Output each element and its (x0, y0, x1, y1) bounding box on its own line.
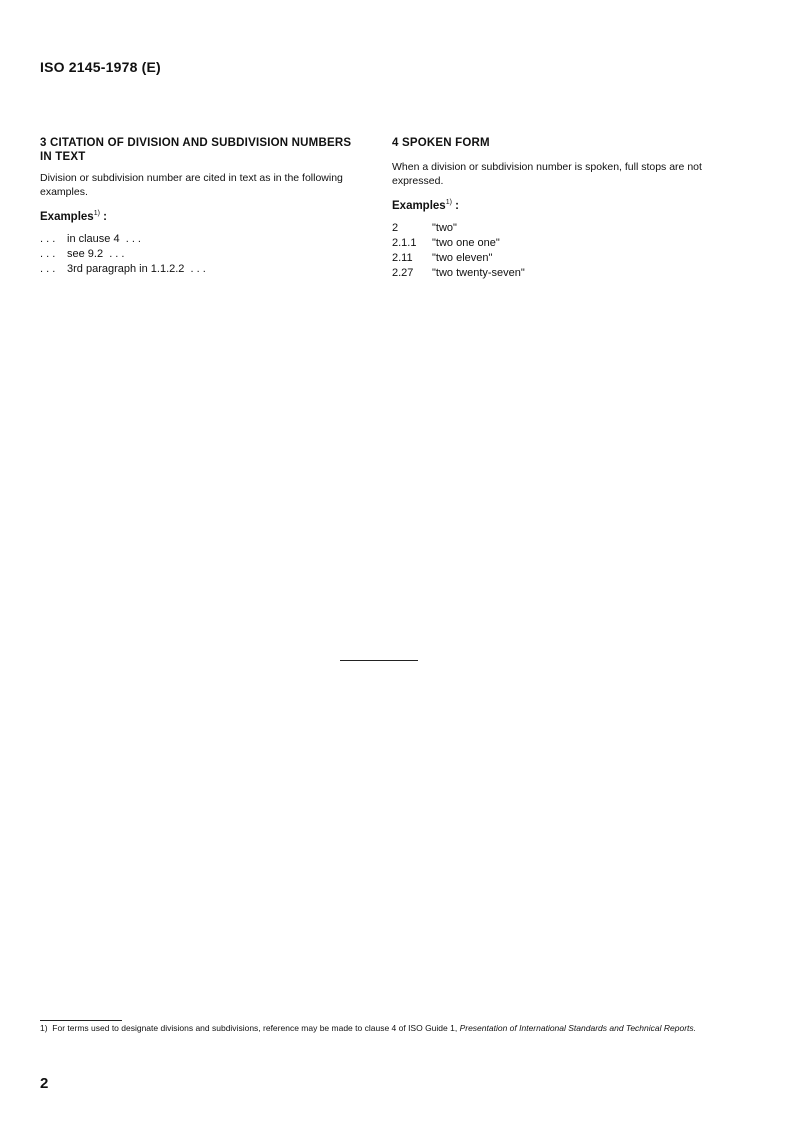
list-item (40, 262, 365, 277)
examples-label-suffix: : (99, 211, 107, 223)
examples-label-suffix: : (451, 200, 459, 212)
center-divider (340, 660, 418, 661)
list-item (392, 236, 717, 251)
list-item (392, 221, 717, 236)
division-number: 2.11 (392, 252, 413, 264)
division-number: 2.1.1 (392, 237, 417, 249)
section-3 (40, 136, 365, 277)
example-text: 3rd paragraph in 1.1.2.2 . . . (67, 263, 206, 275)
spoken-form: "two one one" (432, 237, 500, 249)
section-4-paragraph: When a division or subdivision number is spoken, full stops are not expressed. (392, 161, 702, 187)
division-number: 2.27 (392, 267, 414, 279)
section-4-examples-label (392, 199, 717, 212)
footnote-divider (40, 1020, 122, 1021)
list-item (40, 232, 365, 247)
division-number: 2 (392, 222, 399, 234)
footnote-marker: 1) (40, 1023, 48, 1033)
footnote-ref: 1) (93, 210, 100, 217)
section-4-example-list (392, 221, 717, 281)
example-text: in clause 4 . . . (67, 233, 141, 245)
ellipsis: . . . (40, 248, 56, 260)
section-3-examples-label (40, 210, 365, 223)
footnote-text: For terms used to designate divisions and subdivisions, reference may be made to clause 4 of ISO Guide 1, (52, 1023, 460, 1033)
ellipsis: . . . (40, 263, 56, 275)
list-item (40, 247, 365, 262)
examples-label-text: Examples (40, 211, 94, 223)
list-item (392, 266, 717, 281)
footnote-italic-title: Presentation of International Standards and Technical Reports. (459, 1023, 696, 1033)
ellipsis: . . . (40, 233, 56, 245)
section-3-paragraph: Division or subdivision number are cited in text as in the following examples. (40, 172, 343, 198)
examples-label-text: Examples (392, 200, 446, 212)
section-4-heading: 4 SPOKEN FORM (392, 137, 490, 149)
footnote (40, 1022, 730, 1034)
section-3-heading: 3 CITATION OF DIVISION AND SUBDIVISION NUMBERS IN TEXT (40, 137, 352, 163)
page-number: 2 (40, 1075, 49, 1092)
document-header: ISO 2145-1978 (E) (40, 59, 161, 75)
spoken-form: "two twenty-seven" (432, 267, 525, 279)
example-text: see 9.2 . . . (67, 248, 125, 260)
footnote-ref: 1) (445, 199, 452, 206)
section-3-example-list (40, 232, 365, 277)
list-item (392, 251, 717, 266)
spoken-form: "two eleven" (432, 252, 493, 264)
spoken-form: "two" (432, 222, 457, 234)
section-4 (392, 136, 717, 281)
